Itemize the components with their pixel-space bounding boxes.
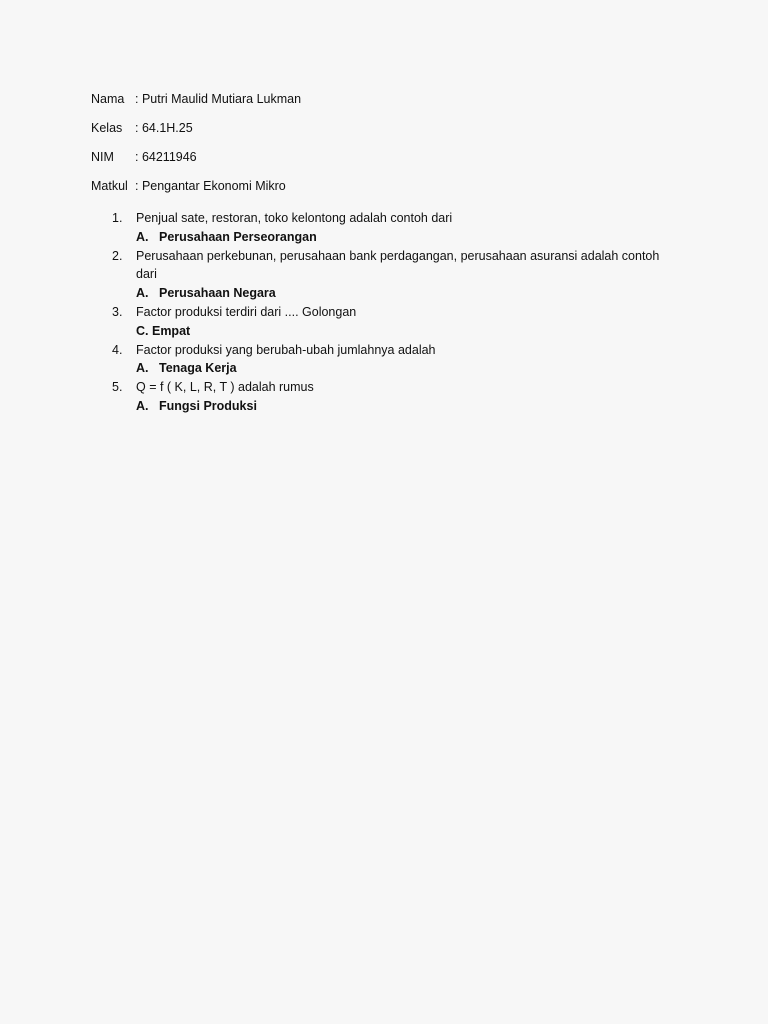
answer [136,397,672,416]
answer-text: Perusahaan Perseorangan [159,229,317,244]
question-text: Factor produksi terdiri dari .... Golongan [136,304,357,319]
answer-text: Tenaga Kerja [159,361,237,376]
answer-letter: A. [136,286,149,301]
student-info [91,92,301,208]
field-matkul [91,179,301,208]
answer-text: Perusahaan Negara [159,286,276,301]
field-label: NIM [91,150,114,164]
answer-letter: C. [136,323,149,338]
field-value: : 64.1H.25 [135,121,193,135]
answer-letter: A. [136,229,149,244]
field-label: Kelas [91,121,123,135]
answer-text: Fungsi Produksi [159,398,257,413]
question-number: 3. [112,304,123,319]
answer [136,359,672,378]
field-nim [91,150,301,179]
answer-letter: A. [136,398,149,413]
question-item [112,247,672,303]
question-item [112,209,672,247]
question-number: 5. [112,380,123,395]
question-number: 1. [112,211,123,225]
question-text: Q = f ( K, L, R, T ) adalah rumus [136,380,314,395]
field-nama [91,92,301,121]
question-text: Factor produksi yang berubah-ubah jumlahnya adalah [136,342,436,357]
field-label: Matkul [91,179,128,193]
question-item [112,378,672,416]
field-value: : Pengantar Ekonomi Mikro [135,179,286,193]
question-number: 2. [112,248,123,263]
field-kelas [91,121,301,150]
question-number: 4. [112,342,123,357]
answer [136,284,672,303]
question-text: Penjual sate, restoran, toko kelontong adalah contoh dari [136,211,453,225]
question-item [112,303,672,341]
field-label: Nama [91,92,125,106]
field-value: : Putri Maulid Mutiara Lukman [135,92,302,106]
field-value: : 64211946 [135,150,197,164]
answer [136,322,672,341]
question-item [112,341,672,379]
answer-text: Empat [151,323,191,338]
answer-letter: A. [136,361,149,376]
answer [136,228,672,247]
question-list [112,209,672,416]
question-text: Perusahaan perkebunan, perusahaan bank perdagangan, perusahaan asuransi adalah contoh dari [136,248,660,282]
